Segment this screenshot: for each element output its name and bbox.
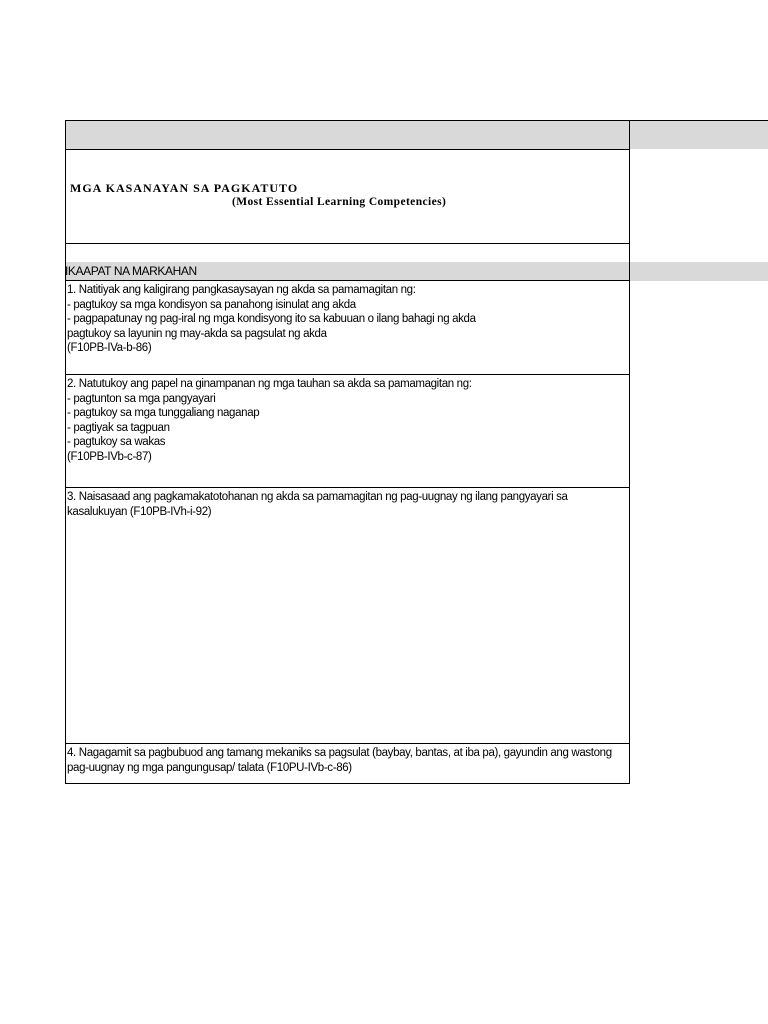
competency-text-1 (67, 283, 625, 356)
competency-line: 4. Nagagamit sa pagbubuod ang tamang mekaniks sa pagsulat (baybay, bantas, at iba pa), gayundin ang wastong (67, 747, 612, 759)
quarter-label: IKAAPAT NA MARKAHAN (65, 264, 197, 278)
competency-row-4 (65, 744, 630, 784)
competency-line: 2. Natutukoy ang papel na ginampanan ng mga tauhan sa akda sa pamamagitan ng: (67, 378, 472, 390)
competency-line: kasalukuyan (F10PB-IVh-i-92) (67, 505, 212, 518)
competency-line: 1. Natitiyak ang kaligirang pangkasaysayan ng akda sa pamamagitan ng: (67, 284, 416, 296)
competency-row-1 (65, 280, 630, 375)
competency-row-2 (65, 375, 630, 488)
top-header-bar (65, 120, 768, 149)
competency-row-3 (65, 488, 630, 744)
competency-line: 3. Naisasaad ang pagkamakatotohanan ng akda sa pamamagitan ng pag-uugnay ng ilang pangyayari sa (67, 491, 568, 503)
page-title: MGA KASANAYAN SA PAGKATUTO (70, 181, 299, 195)
competency-line: - pagtukoy sa mga tunggaliang naganap (67, 407, 260, 419)
page-subtitle: (Most Essential Learning Competencies) (232, 196, 447, 208)
title-box (65, 148, 630, 244)
competency-text-3 (67, 490, 625, 519)
competency-line: - pagtukoy sa mga kondisyon sa panahong isinulat ang akda (67, 298, 356, 311)
competency-text-4 (67, 746, 625, 775)
competency-line: - pagpapatunay ng pag-iral ng mga kondisyong ito sa kabuuan o ilang bahagi ng akda (67, 313, 476, 325)
competency-line: - pagtunton sa mga pangyayari (67, 392, 216, 405)
competency-line: - pagtiyak sa tagpuan (67, 421, 170, 434)
blank-row (65, 243, 630, 263)
competency-line: - pagtukoy sa wakas (67, 436, 166, 448)
competency-text-2 (67, 377, 625, 464)
competency-line: pag-uugnay ng mga pangungusap/ talata (F10PU-IVb-c-86) (67, 761, 352, 774)
top-header-bar-cell (66, 121, 630, 150)
competency-line: pagtukoy sa layunin ng may-akda sa pagsulat ng akda (67, 327, 327, 340)
quarter-header-bar (65, 262, 768, 281)
competency-line: (F10PB-IVa-b-86) (67, 342, 152, 354)
competency-line: (F10PB-IVb-c-87) (67, 450, 152, 463)
